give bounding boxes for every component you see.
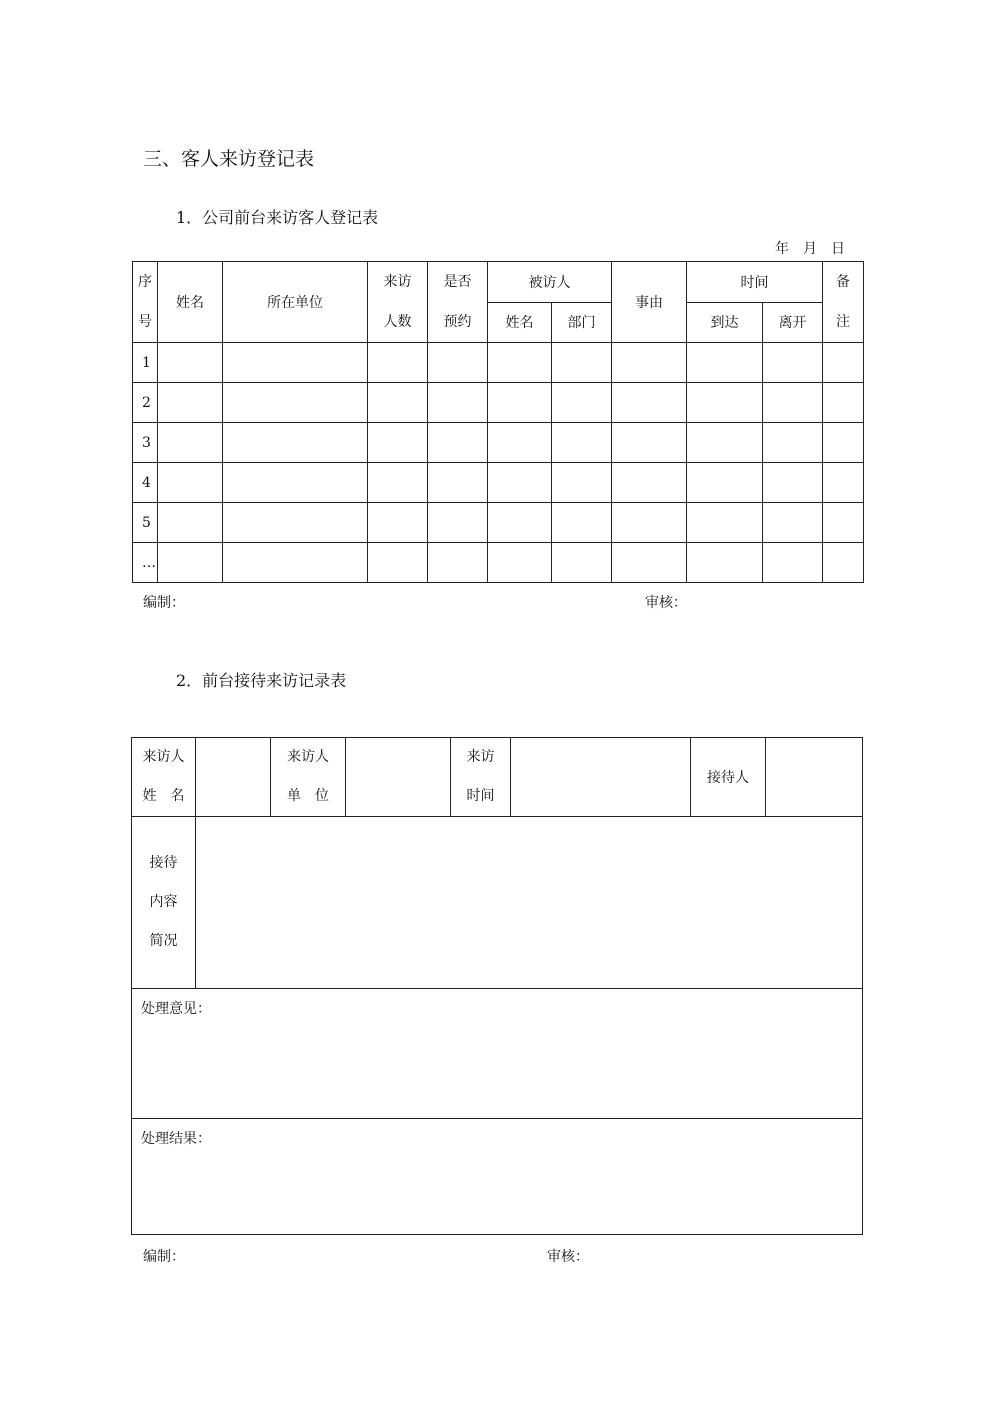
- header-leave: 离开: [763, 302, 823, 343]
- table-row: [133, 383, 864, 423]
- row-number: 3: [133, 423, 158, 463]
- visit-time-field[interactable]: [511, 738, 691, 817]
- header-reason: 事由: [612, 262, 687, 343]
- visit-time-label: 来访 时间: [451, 738, 511, 817]
- header-arrive: 到达: [687, 302, 763, 343]
- reception-content-field[interactable]: [196, 817, 863, 989]
- visitor-name-field[interactable]: [196, 738, 271, 817]
- receptionist-field[interactable]: [766, 738, 863, 817]
- row-number: …: [133, 543, 158, 583]
- header-seq: 序 号: [133, 262, 158, 343]
- table-row: [133, 463, 864, 503]
- form1-title: 1．公司前台来访客人登记表: [176, 208, 379, 227]
- header-note: 备 注: [823, 262, 864, 343]
- table-row: [133, 343, 864, 383]
- section-title: 三、客人来访登记表: [143, 148, 315, 170]
- row-number: 1: [133, 343, 158, 383]
- handling-result-field[interactable]: [132, 1119, 863, 1235]
- date-line: 年 月 日: [775, 241, 845, 257]
- form2-reviewed-by: 审核：: [547, 1249, 589, 1265]
- visitor-unit-label: 来访人 单 位: [271, 738, 346, 817]
- header-unit: 所在单位: [223, 262, 368, 343]
- header-visited-name: 姓名: [488, 302, 552, 343]
- handling-opinion-label: 处理意见：: [141, 1001, 211, 1017]
- row-number: 2: [133, 383, 158, 423]
- table-row: [133, 503, 864, 543]
- visitor-register-table: [132, 261, 864, 583]
- row-number: 4: [133, 463, 158, 503]
- header-name: 姓名: [158, 262, 223, 343]
- form2-compiled-by: 编制：: [143, 1249, 185, 1265]
- row-number: 5: [133, 503, 158, 543]
- header-visitor-count: 来访 人数: [368, 262, 428, 343]
- header-time: 时间: [687, 262, 823, 303]
- reception-content-label: 接待 内容 简况: [132, 817, 196, 989]
- form2-title: 2．前台接待来访记录表: [176, 671, 347, 690]
- visitor-name-label: 来访人 姓 名: [132, 738, 196, 817]
- form1-compiled-by: 编制：: [143, 595, 185, 611]
- header-visited-dept: 部门: [552, 302, 612, 343]
- table-row: [133, 423, 864, 463]
- header-appointment: 是否 预约: [428, 262, 488, 343]
- reception-record-table: [131, 737, 863, 1235]
- table-row: [133, 543, 864, 583]
- visitor-unit-field[interactable]: [346, 738, 451, 817]
- handling-result-label: 处理结果：: [141, 1131, 211, 1147]
- receptionist-label: 接待人: [691, 738, 766, 817]
- form1-reviewed-by: 审核：: [645, 595, 687, 611]
- header-visited-person: 被访人: [488, 262, 612, 303]
- handling-opinion-field[interactable]: [132, 989, 863, 1119]
